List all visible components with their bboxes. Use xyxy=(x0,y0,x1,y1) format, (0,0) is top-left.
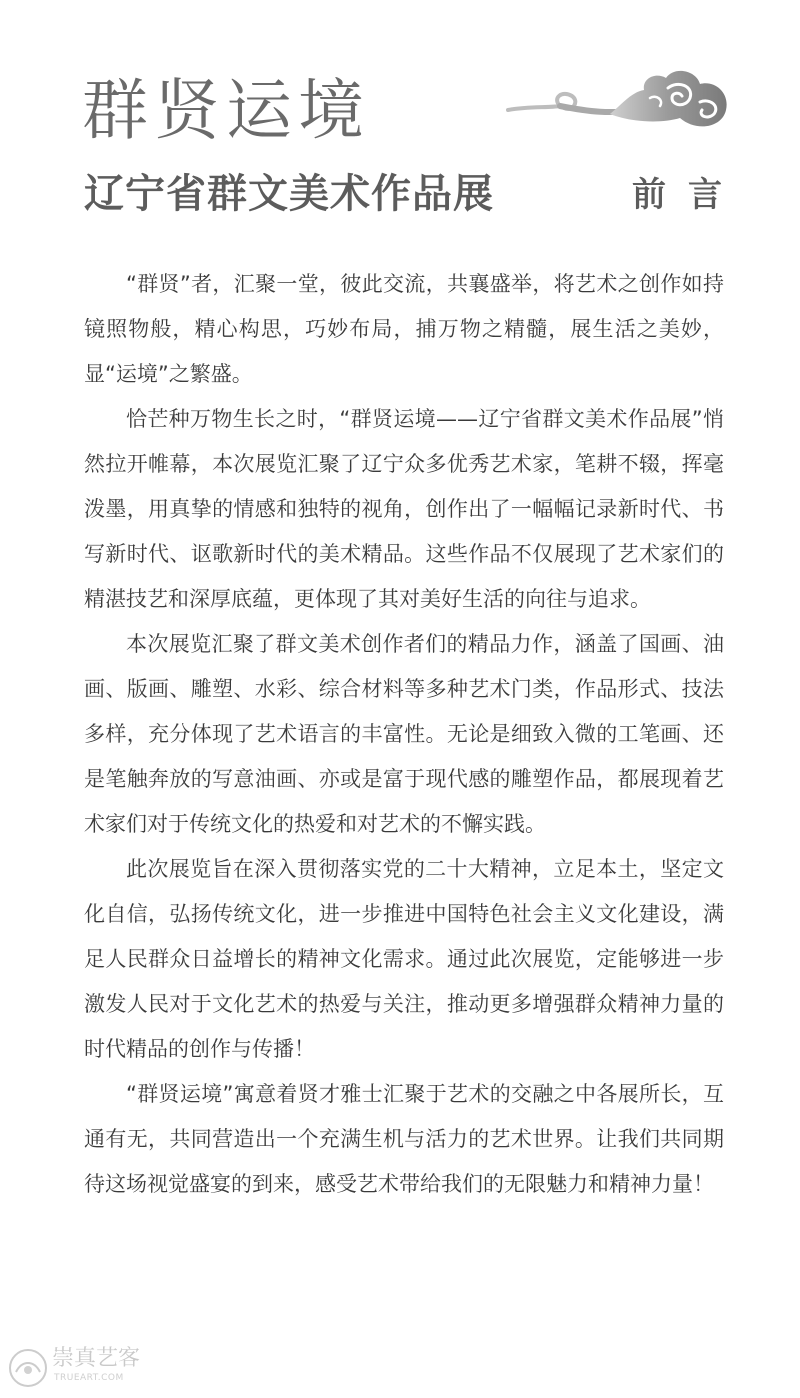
watermark xyxy=(6,1344,146,1390)
watermark-text: 崇真艺客 xyxy=(52,1346,141,1371)
section-label: 前言 xyxy=(632,175,744,215)
header xyxy=(0,0,800,240)
paragraph: 本次展览汇聚了群文美术创作者们的精品力作，涵盖了国画、油画、版画、雕塑、水彩、综合材料等多种艺术门类，作品形式、技法多样，充分体现了艺术语言的丰富性。无论是细致入微的工笔画、还是笔触奔放的写意油画、亦或是富于现代感的雕塑作品，都展现着艺术家们对于传统文化的热爱和对艺术的不懈实践。 xyxy=(84,632,724,836)
auspicious-cloud-icon xyxy=(500,62,730,152)
paragraph: 此次展览旨在深入贯彻落实党的二十大精神，立足本土，坚定文化自信，弘扬传统文化，进一步推进中国特色社会主义文化建设，满足人民群众日益增长的精神文化需求。通过此次展览，定能够进一步激发人民对于文化艺术的热爱与关注，推动更多增强群众精神力量的时代精品的创作与传播！ xyxy=(84,857,724,1061)
exhibition-subtitle: 辽宁省群文美术作品展 xyxy=(84,170,494,217)
watermark-subtext: TRUEART.COM xyxy=(54,1373,124,1383)
main-title: 群贤运境 xyxy=(82,72,370,149)
preface-body xyxy=(84,262,724,1207)
paragraph: “群贤运境”寓意着贤才雅士汇聚于艺术的交融之中各展所长，互通有无，共同营造出一个充满生机与活力的艺术世界。让我们共同期待这场视觉盛宴的到来，感受艺术带给我们的无限魅力和精神力量！ xyxy=(84,1082,724,1196)
paragraph: 恰芒种万物生长之时，“群贤运境——辽宁省群文美术作品展”悄然拉开帷幕，本次展览汇聚了辽宁众多优秀艺术家，笔耕不辍，挥毫泼墨，用真挚的情感和独特的视角，创作出了一幅幅记录新时代、书写新时代、讴歌新时代的美术精品。这些作品不仅展现了艺术家们的精湛技艺和深厚底蕴，更体现了其对美好生活的向往与追求。 xyxy=(84,407,724,611)
trueart-logo-icon xyxy=(6,1346,50,1390)
paragraph: “群贤”者，汇聚一堂，彼此交流，共襄盛举，将艺术之创作如持镜照物般，精心构思，巧妙布局，捕万物之精髓，展生活之美妙，显“运境”之繁盛。 xyxy=(84,272,724,386)
